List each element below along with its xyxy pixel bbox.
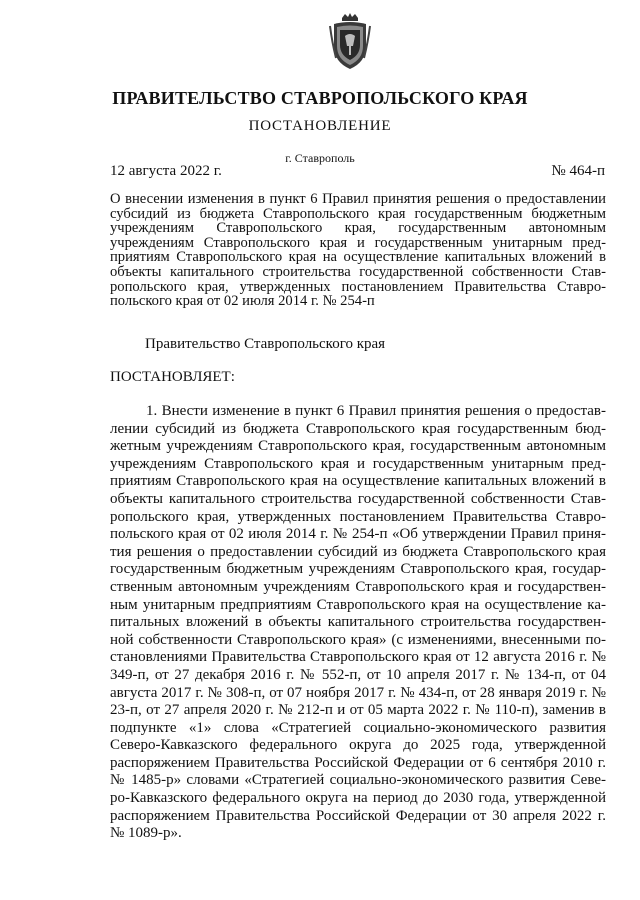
- government-title: ПРАВИТЕЛЬСТВО СТАВРОПОЛЬСКОГО КРАЯ: [112, 88, 528, 108]
- body-paragraph: 1. Внести изменение в пункт 6 Правил принятия решения о предоставлении субсидий из бюджета Ставропольского края государственным бюджетным учреждениям Ставропольского края, государственным автономным учреждениям Ставропольского края и государственным унитарным предприятиям Ставропольского края на осуществление капитальных вложений в объекты капитального строительства государственной собственности Ставропольского края, утвержденных постановлением Правительства Ставропольского края от 02 июля 2014 г. № 254-п «Об утверждении Правил принятия решения о предоставлении субсидий из бюджета Ставропольского края государственным бюджетным учреждениям Ставропольского края, государственным автономным учреждениям Ставропольского края и государственным унитарным предприятиям Ставропольского края на осуществление капитальных вложений в объекты капитального строительства государственной собственности Ставропольского края» (с изменениями, внесенными постановлениями Правительства Ставропольского края от 12 августа 2016 г. № 349-п, от 27 декабря 2016 г. № 552-п, от 10 апреля 2017 г. № 134-п, от 04 августа 2017 г. № 308-п, от 07 ноября 2017 г. № 434-п, от 28 января 2019 г. № 23-п, от 27 апреля 2020 г. № 212-п и от 05 марта 2022 г. № 110-п), заменив в подпункте «1» слова «Стратегией социально-экономического развития Северо-Кавказского федерального округа до 2025 года, утвержденной распоряжением Правительства Российской Федерации от 6 сентября 2010 г. № 1485-р» словами «Стратегией социально-экономического развития Северо-Кавказского федерального округа на период до 2030 года, утвержденной распоряжением Правительства Российской Федерации от 30 апреля 2022 г. № 1089-р».: [110, 403, 606, 842]
- coat-of-arms-icon: [328, 12, 372, 72]
- document-subject: О внесении изменения в пункт 6 Правил принятия решения о предоставлении субсидий из бюджета Ставропольского края государственным бюджетным учреждениям Ставропольского края, государственным автономным учреждениям Ставропольского края и государственным унитарным предприятиям Ставропольского края на осуществление капитальных вложений в объекты капитального строительства государственной собственности Ставропольского края, утвержденных постановлением Правительства Ставропольского края от 02 июля 2014 г. № 254-п: [110, 191, 606, 310]
- city: г. Ставрополь: [285, 151, 355, 165]
- issuer: Правительство Ставропольского края: [145, 336, 386, 352]
- document-number: № 464-п: [551, 163, 605, 179]
- decree-word: ПОСТАНОВЛЯЕТ:: [110, 369, 235, 385]
- document-type: ПОСТАНОВЛЕНИЕ: [248, 118, 392, 134]
- document-date: 12 августа 2022 г.: [110, 163, 222, 179]
